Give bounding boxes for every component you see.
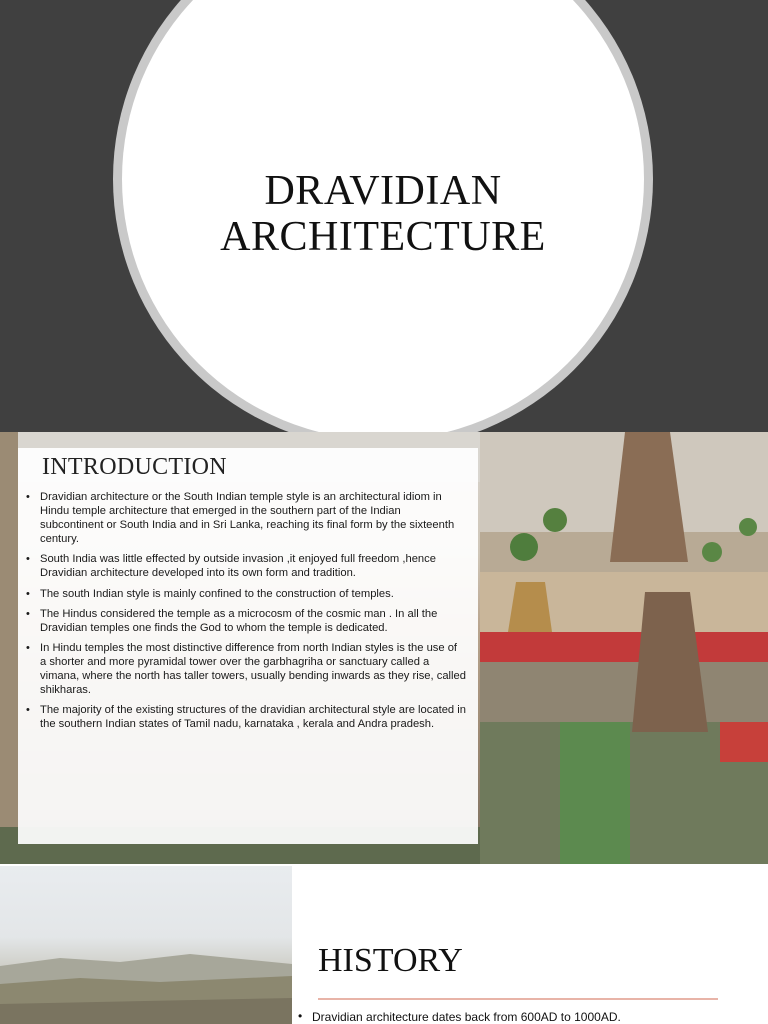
list-item: • The Hindus considered the temple as a microcosm of the cosmic man . In all the Dravidian temples one finds the God to whom the temple is dedicated. xyxy=(26,607,466,635)
list-item: • The south Indian style is mainly confined to the construction of temples. xyxy=(26,587,466,601)
list-item: • Dravidian architecture or the South Indian temple style is an architectural idiom in Hindu temple architecture that emerged in the southern part of the Indian subcontinent or South India and in Sri Lanka, reaching its final form by the sixteenth century. xyxy=(26,490,466,546)
list-item: • The majority of the existing structures of the dravidian architectural style are located in the southern Indian states of Tamil nadu, karnataka , kerala and Andra pradesh. xyxy=(26,703,466,731)
list-item: • Dravidian architecture dates back from 600AD to 1000AD. xyxy=(296,1010,621,1024)
history-heading: HISTORY xyxy=(318,942,463,979)
list-item: • South India was little effected by outside invasion ,it enjoyed full freedom ,hence Dravidian architecture developed into its own form and tradition. xyxy=(26,552,466,580)
title-line-1: DRAVIDIAN xyxy=(264,168,502,214)
introduction-bullet-list xyxy=(26,490,466,737)
landscape-photo xyxy=(0,866,292,1024)
landscape-hills xyxy=(0,866,292,1024)
introduction-slide xyxy=(0,432,768,864)
history-divider xyxy=(318,998,718,1000)
title-line-2: ARCHITECTURE xyxy=(220,214,546,260)
title-slide xyxy=(0,0,768,432)
introduction-card xyxy=(18,448,478,844)
introduction-heading: INTRODUCTION xyxy=(42,454,227,480)
page-title xyxy=(122,168,644,260)
list-item: • In Hindu temples the most distinctive difference from north Indian styles is the use of a shorter and more pyramidal tower over the garbhagriha or sanctuary called a vimana, where the north has taller towers, usually bending inwards as they rise, called shikharas. xyxy=(26,641,466,697)
history-slide xyxy=(0,866,768,1024)
